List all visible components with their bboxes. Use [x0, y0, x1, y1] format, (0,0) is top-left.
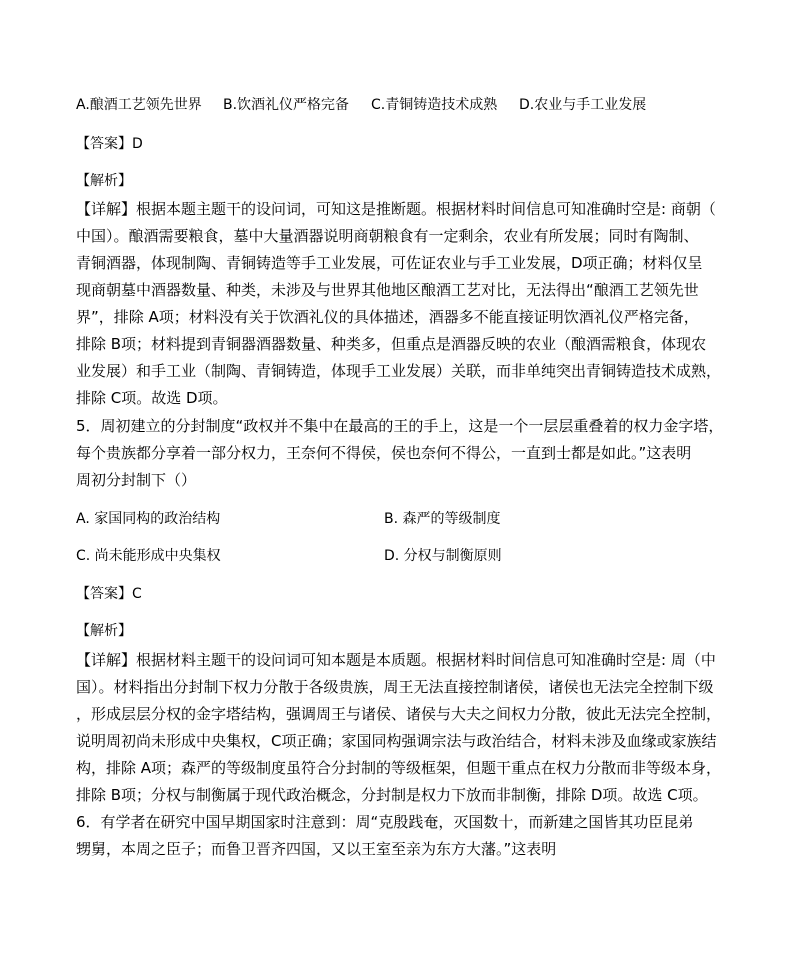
- q5-analysis-line: 【详解】根据材料主题干的设问词可知本题是本质题。根据材料时间信息可知准确时空是: 周（中: [76, 651, 716, 669]
- q5-analysis-line: 说明周初尚未形成中央集权，C项正确；家国同构强调宗法与政治结合，材料未涉及血缘或家族结: [76, 732, 717, 750]
- q4-option-b: B.饮酒礼仪严格完备: [223, 97, 350, 113]
- q5-option-d: D. 分权与制衡原则: [384, 548, 502, 564]
- q5-analysis-line: 构，排除 A项；森严的等级制度虽符合分封制的等级框架，但题干重点在权力分散而非等级本身，: [76, 759, 722, 777]
- q4-analysis-line: 排除 C项。故选 D项。: [76, 389, 228, 407]
- q5-analysis-line: 国）。材料指出分封制下权力分散于各级贵族，周王无法直接控制诸侯，诸侯也无法完全控制下级: [76, 678, 714, 696]
- q5-option-c: C. 尚未能形成中央集权: [76, 548, 221, 564]
- q5-stem-line: 5．周初建立的分封制度“政权并不集中在最高的王的手上，这是一个一层层重叠着的权力金字塔，: [76, 417, 724, 435]
- q4-analysis-line: 【详解】根据本题主题干的设问词，可知这是推断题。根据材料时间信息可知准确时空是: 商朝（: [76, 200, 716, 218]
- q5-stem-line: 每个贵族都分享着一部分权力，王奈何不得侯，侯也奈何不得公，一直到士都是如此。”这表明: [76, 444, 692, 462]
- q5-analysis-label: 【解析】: [76, 623, 132, 639]
- q4-analysis-line: 排除 B项；材料提到青铜器酒器数量、种类多，但重点是酒器反映的农业（酿酒需粮食，体现农: [76, 335, 707, 353]
- q4-analysis-label: 【解析】: [76, 173, 132, 189]
- q4-option-a: A.酿酒工艺领先世界: [76, 97, 202, 113]
- q5-option-b: B. 森严的等级制度: [384, 511, 501, 527]
- q6-stem-line: 6．有学者在研究中国早期国家时注意到：周“克殷践奄，灭国数十，而新建之国皆其功臣昆弟: [76, 813, 694, 831]
- q6-stem-line: 甥舅，本周之臣子；而鲁卫晋齐四国，又以王室至亲为东方大藩。”这表明: [76, 840, 557, 858]
- q5-analysis-line: ，形成层层分权的金字塔结构，强调周王与诸侯、诸侯与大夫之间权力分散，彼此无法完全控制，: [76, 705, 722, 723]
- q5-answer: 【答案】C: [76, 586, 142, 602]
- q4-analysis-line: 现商朝墓中酒器数量、种类，未涉及与世界其他地区酿酒工艺对比，无法得出“酿酒工艺领先世: [76, 281, 699, 299]
- q4-answer: 【答案】D: [76, 136, 143, 152]
- q4-analysis-line: 界”，排除 A项；材料没有关于饮酒礼仪的具体描述，酒器多不能直接证明饮酒礼仪严格完备，: [76, 308, 699, 326]
- q4-analysis-line: 业发展）和手工业（制陶、青铜铸造，体现手工业发展）关联，而非单纯突出青铜铸造技术成熟，: [76, 362, 722, 380]
- q4-option-c: C.青铜铸造技术成熟: [371, 97, 498, 113]
- q5-stem-line: 周初分封制下（）: [76, 471, 197, 489]
- q4-analysis-line: 中国）。酿酒需要粮食，墓中大量酒器说明商朝粮食有一定剩余，农业有所发展；同时有陶制、: [76, 227, 699, 245]
- q4-option-d: D.农业与手工业发展: [519, 97, 647, 113]
- q4-analysis-line: 青铜酒器，体现制陶、青铜铸造等手工业发展，可佐证农业与手工业发展，D项正确；材料仅呈: [76, 254, 703, 272]
- q5-option-a: A. 家国同构的政治结构: [76, 511, 221, 527]
- q5-analysis-line: 排除 B项；分权与制衡属于现代政治概念，分封制是权力下放而非制衡，排除 D项。故选 C项。: [76, 786, 708, 804]
